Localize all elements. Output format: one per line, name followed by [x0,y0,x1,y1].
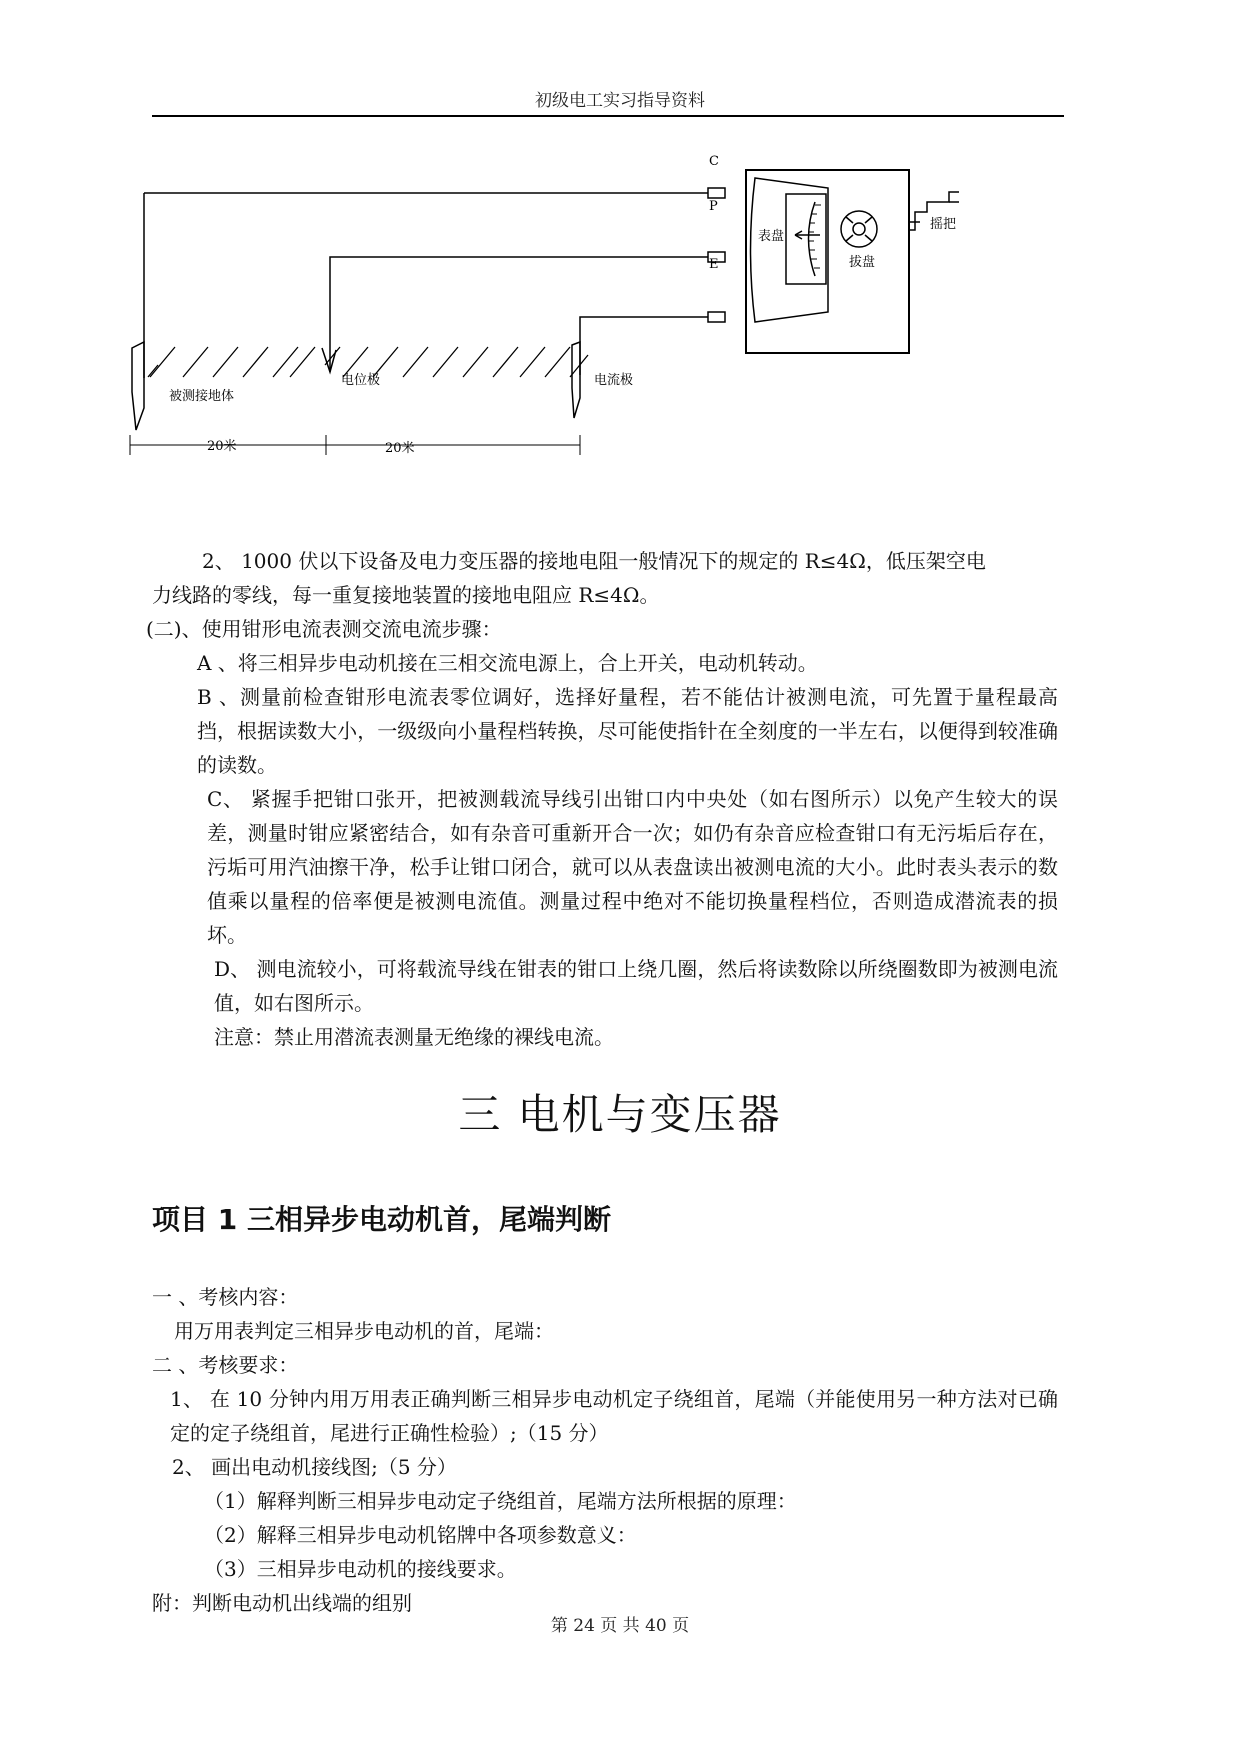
terminal-e-label: E [709,257,719,272]
paragraph-clamp-meter-heading: (二)、使用钳形电流表测交流电流步骤： [146,617,502,641]
meter-dial-window [786,194,826,284]
paragraph-step-c: C、 紧握手把钳口张开，把被测载流导线引出钳口内中央处（如右图所示）以免产生较大的误差，测量时钳应紧密结合，如有杂音可重新开合一次；如仍有杂音应检查钳口有无污垢后存在，污垢可用汽油擦干净，松手让钳口闭合，就可以从表盘读出被测电流的大小。此时表头表示的数值乘以量程的倍率便是被测电流值。测量过程中绝对不能切换量程档位，否则造成潜流表的损坏。 [207,787,1058,947]
ground-body-electrode [132,342,144,430]
dial-scale [809,202,816,276]
paragraph-1-line-1: 2、 1000 伏以下设备及电力变压器的接地电阻一般情况下的规定的 R≤4Ω，低压架空电 [202,549,986,573]
paragraph-step-d: D、 测电流较小，可将载流导线在钳表的钳口上绕几圈，然后将读数除以所绕圈数即为被测电流值，如右图所示。 [214,957,1058,1015]
crank-label: 摇把 [930,217,957,232]
page-header-title: 初级电工实习指导资料 [535,91,705,111]
knob-label: 拔盘 [849,255,876,270]
page-footer-number: 第 24 页 共 40 页 [550,1616,690,1636]
requirement-1: 1、 在 10 分钟内用万用表正确判断三相异步电动机定子绕组首，尾端（并能使用另一种方法对已确定的定子绕组首，尾进行正确性检验）;（15 分） [170,1387,1058,1445]
appendix-line: 附：判断电动机出线端的组别 [152,1591,412,1615]
requirement-2-item-1: （1）解释判断三相异步电动定子绕组首，尾端方法所根据的原理： [204,1489,797,1513]
wire-e [580,317,708,375]
current-probe-label: 电流极 [594,373,634,388]
assessment-requirements-heading: 二 、考核要求： [152,1353,299,1377]
ground-body-label: 被测接地体 [169,389,235,404]
requirement-2-item-3: （3）三相异步电动机的接线要求。 [204,1557,517,1581]
body-section-1 [146,544,1058,1054]
current-electrode [572,342,580,418]
paragraph-1-line-2: 力线路的零线，每一重复接地装置的接地电阻应 R≤4Ω。 [152,583,660,607]
terminal-p-label: P [709,199,718,214]
paragraph-note: 注意：禁止用潜流表测量无绝缘的裸线电流。 [214,1025,614,1049]
knob-dial [841,211,877,247]
body-section-2 [152,1280,1058,1620]
distance-2-label: 20米 [385,441,415,456]
paragraph-step-b: B 、测量前检查钳形电流表零位调好，选择好量程，若不能估计被测电流，可先置于量程最高挡，根据读数大小，一级级向小量程档转换，尽可能使指针在全刻度的一半左右，以便得到较准确的读数。 [197,685,1058,777]
assessment-content-heading: 一 、考核内容： [152,1285,299,1309]
distance-1-label: 20米 [207,439,237,454]
paragraph-step-a: A 、将三相异步电动机接在三相交流电源上，合上开关，电动机转动。 [197,651,818,675]
section-title: 项目 1 三相异步电动机首，尾端判断 [152,1203,611,1236]
chapter-title: 三 电机与变压器 [458,1090,782,1139]
terminal-c-connector [708,188,725,198]
ground-resistance-test-diagram [140,150,957,520]
requirement-2-item-2: （2）解释三相异步电动机铭牌中各项参数意义： [204,1523,637,1547]
header-rule [152,115,1064,117]
requirement-2: 2、 画出电动机接线图;（5 分） [172,1455,457,1479]
meter-face-outline [751,178,829,322]
wire-p [330,257,708,372]
terminal-e-connector [708,312,725,322]
potential-probe-label: 电位极 [341,373,381,388]
assessment-content-text: 用万用表判定三相异步电动机的首，尾端： [174,1319,554,1343]
dimension-line [130,435,580,455]
terminal-c-label: C [709,154,719,169]
dial-label: 表盘 [758,229,785,244]
